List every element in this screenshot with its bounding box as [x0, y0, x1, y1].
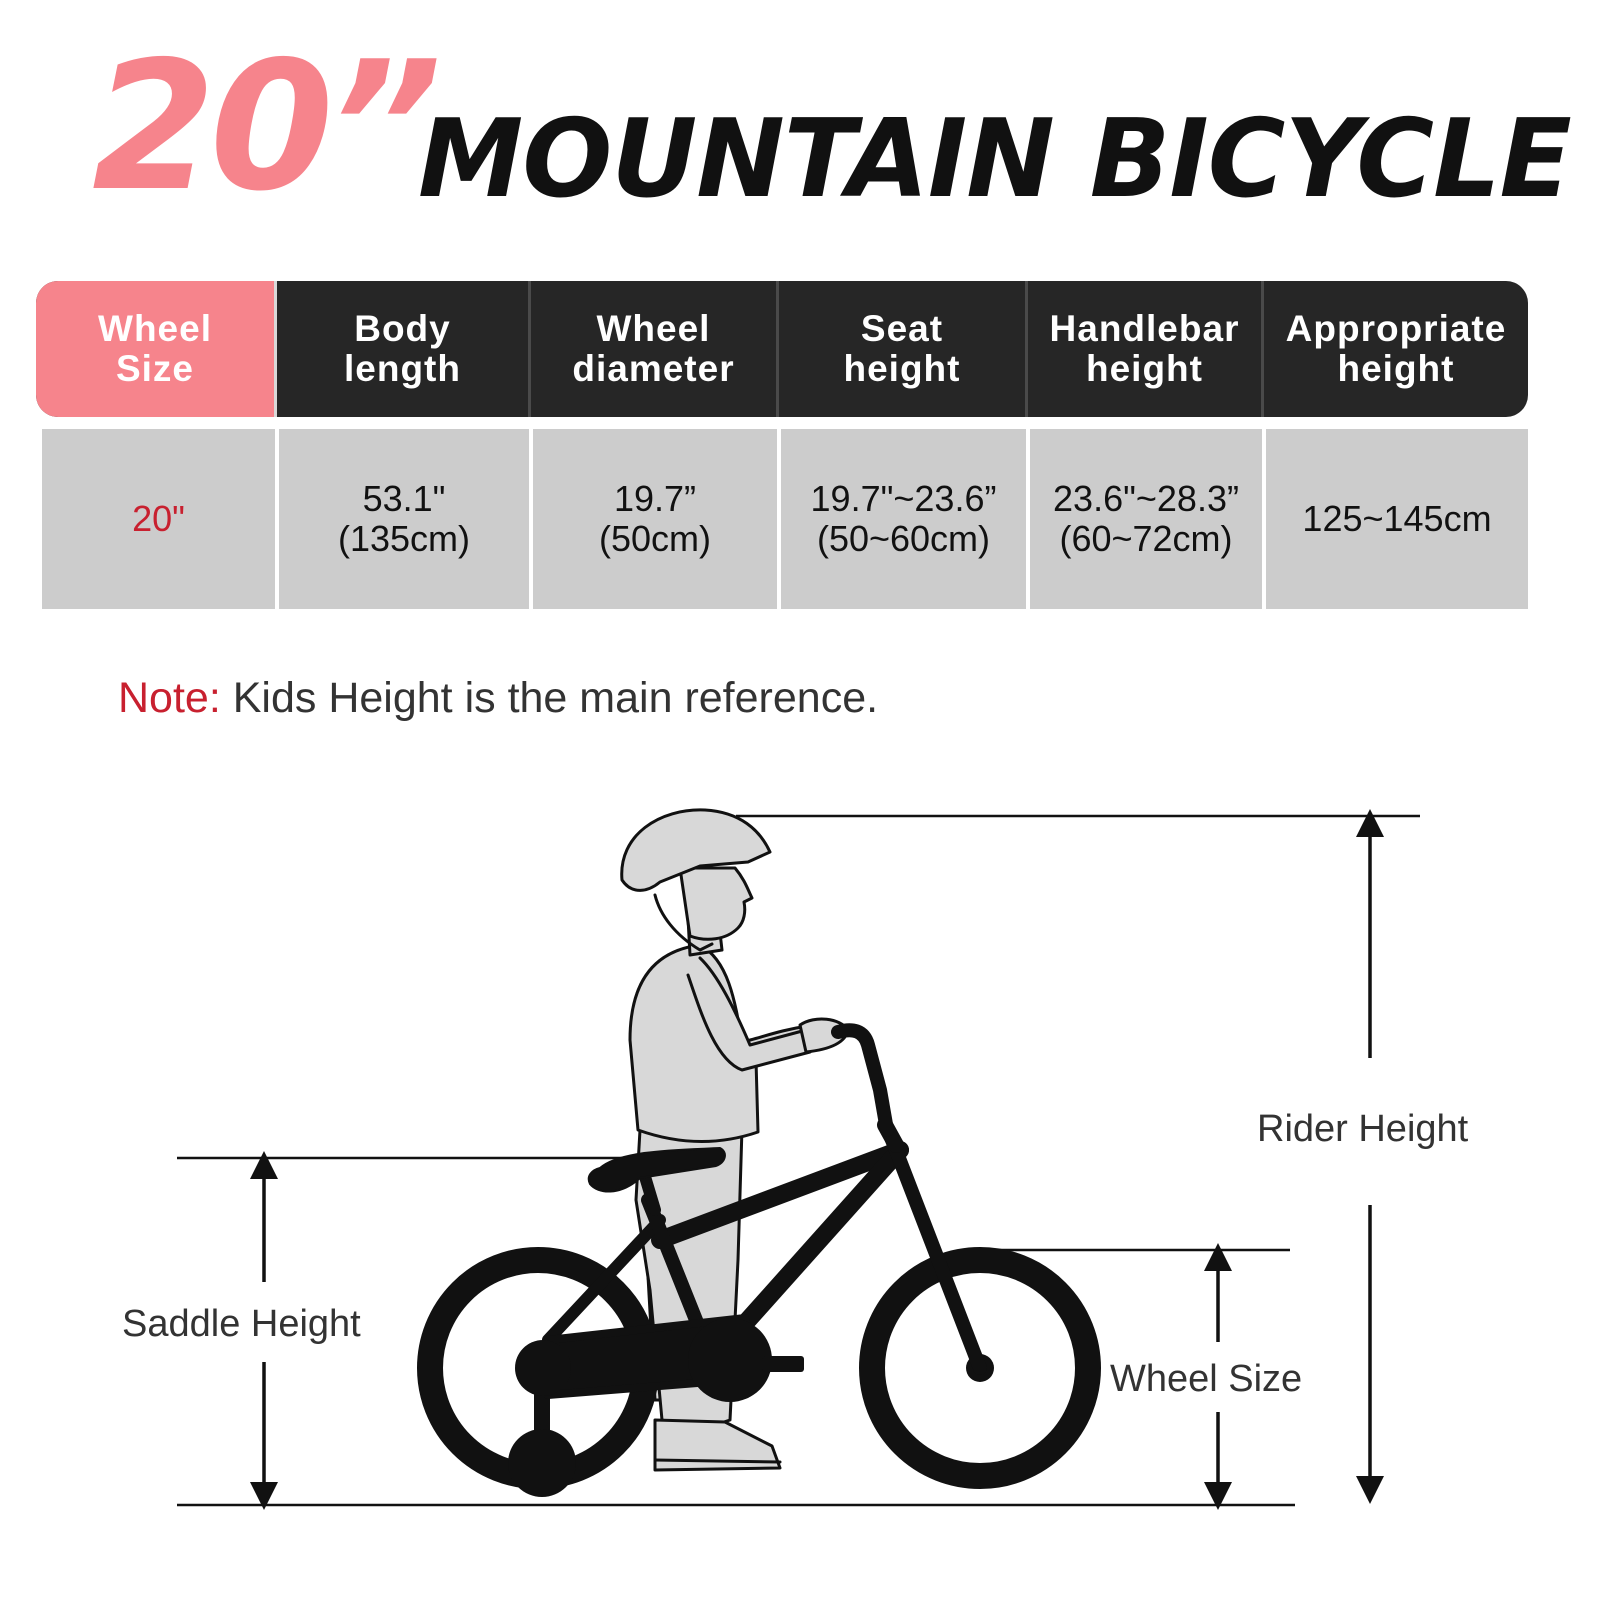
note-text: Kids Height is the main reference. [232, 674, 879, 722]
header-line: Wheel [596, 308, 711, 349]
measure-lines [177, 816, 1420, 1505]
wheel-size-label: Wheel Size [1110, 1358, 1303, 1400]
cell-line: (50cm) [598, 518, 711, 559]
title-wheel-size: 20” [92, 23, 437, 230]
header-line: diameter [572, 348, 735, 389]
bicycle-illustration [430, 1030, 1088, 1497]
header-line: height [1337, 348, 1455, 389]
cell-line: 23.6"~28.3” [1053, 478, 1239, 519]
header-line: Seat [860, 308, 944, 349]
saddle-height-label: Saddle Height [122, 1303, 361, 1345]
cell-line: 20" [132, 498, 185, 539]
cell-line: 19.7"~23.6” [810, 478, 997, 519]
header-line: Appropriate [1285, 308, 1507, 349]
cell-line: 125~145cm [1302, 498, 1492, 539]
note-label: Note: [118, 674, 221, 722]
header-line: height [1086, 348, 1203, 389]
cell-line: 19.7” [613, 478, 697, 519]
cell-line: (135cm) [337, 518, 471, 559]
header-line: Handlebar [1049, 308, 1240, 349]
title-product-name: MOUNTAIN BICYCLE [418, 97, 1571, 222]
header-line: Body [354, 308, 451, 349]
rider-height-label: Rider Height [1257, 1108, 1469, 1150]
header-line: height [843, 348, 961, 389]
cell-line: 53.1" [362, 478, 446, 519]
header-line: Size [115, 348, 195, 389]
header-line: Wheel [98, 308, 212, 349]
cell-line: (50~60cm) [816, 518, 991, 559]
cell-line: (60~72cm) [1059, 518, 1233, 559]
header-line: length [344, 348, 461, 389]
